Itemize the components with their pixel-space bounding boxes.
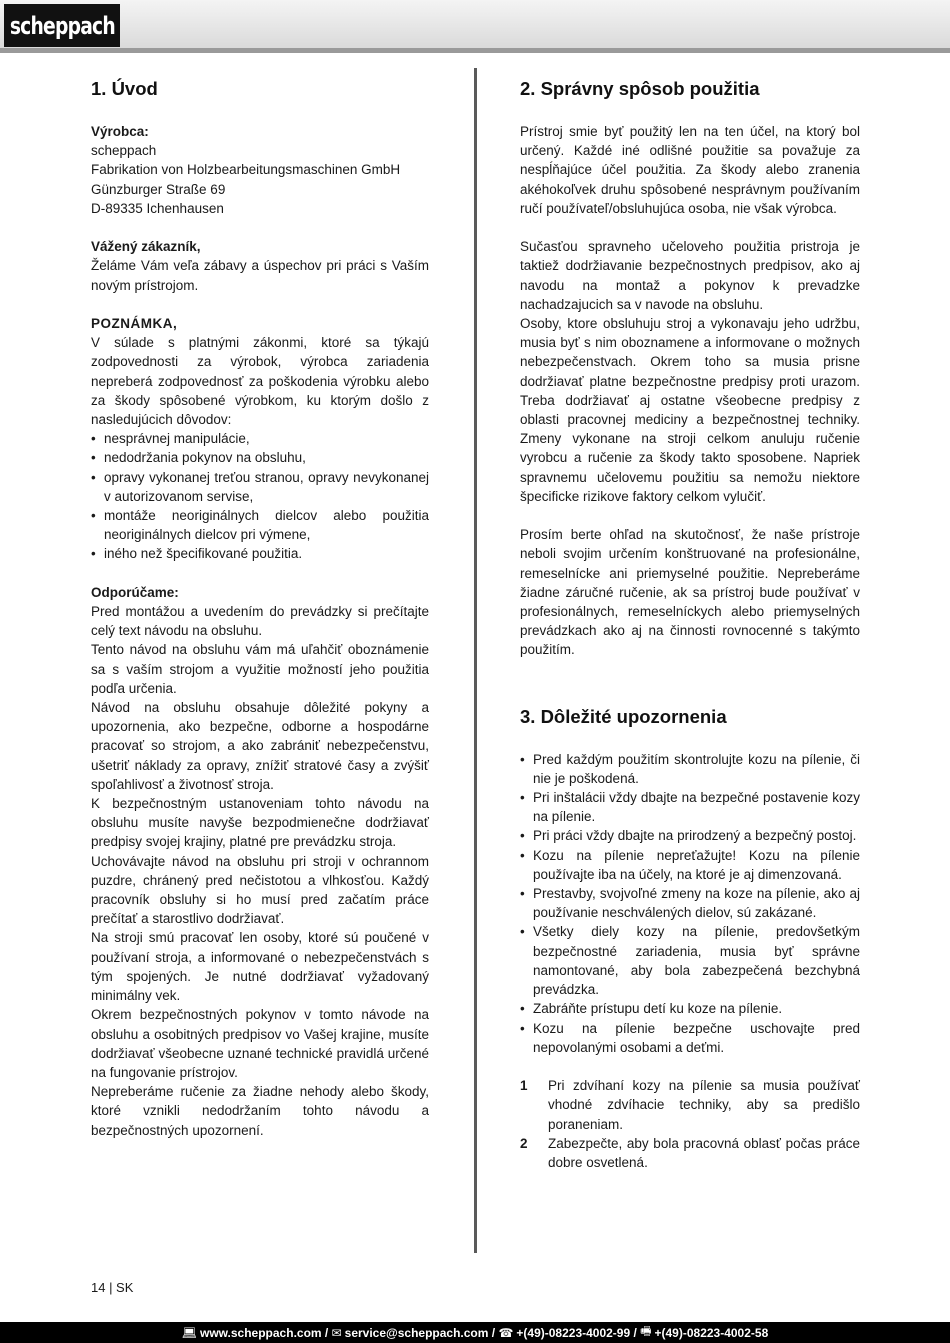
list-item: • montáže neoriginálnych dielcov alebo použitia neoriginálnych dielcov pri výmene, — [91, 506, 429, 544]
paragraph: Návod na obsluhu obsahuje dôležité pokyny a upozornenia, ako bezpečne, odborne a hospodárne pracovať so strojom, a ako zabrániť nebezpečenstvu, ušetriť náklady za opravy, znížiť stratové časy a zvýšiť spoľahlivosť a životnosť stroja. — [91, 700, 429, 792]
phone-icon: ☎︎ — [498, 1325, 514, 1340]
list-item: • Pri práci vždy dbajte na prirodzený a bezpečný postoj. — [520, 826, 860, 845]
mail-icon: ✉︎ — [331, 1325, 342, 1340]
header-rule — [0, 48, 950, 53]
list-item: • nedodržania pokynov na obsluhu, — [91, 448, 429, 467]
section-3-title: 3. Dôležité upozornenia — [520, 705, 727, 727]
item-number: 1 — [520, 1078, 528, 1094]
manufacturer-line: D-89335 Ichenhausen — [91, 200, 224, 216]
footer-separator: / — [488, 1325, 499, 1340]
logo-text: scheppach — [9, 11, 115, 40]
page-number: 14 | SK — [91, 1280, 134, 1295]
list-item: • iného než špecifikované použitia. — [91, 544, 429, 563]
recommend-label: Odporúčame: — [91, 584, 179, 600]
paragraph: Sučasťou spravneho učeloveho použitia pristroja je taktiež dodržiavanie bezpečnostnych predpisov, ako aj navodu na montaž a pokynov k prevadzke nachadzajucich sa v navode na obsluhu. — [520, 239, 860, 312]
column-divider — [474, 68, 477, 1253]
list-item: • Prestavby, svojvoľné zmeny na koze na pílenie, ako aj používanie neschválených dielov, sú zakázané. — [520, 884, 860, 922]
footer-email[interactable]: service@scheppach.com — [344, 1325, 489, 1340]
item-text: Pri zdvíhaní kozy na pílenie sa musia používať vhodné zdvíhacie techniky, aby sa predišlo poraneniam. — [548, 1078, 860, 1132]
list-item: • Všetky diely kozy na pílenie, predovšetkým bezpečnostné zariadenia, musia byť správne namontované, aby bola zabezpečená bezchybná prevádzka. — [520, 922, 860, 999]
manufacturer-line: Günzburger Straße 69 — [91, 181, 226, 197]
footer-website[interactable]: www.scheppach.com — [199, 1325, 322, 1340]
right-column — [520, 78, 860, 1172]
paragraph: Prístroj smie byť použitý len na ten účel, na ktorý bol určený. Každé iné odlišné použitie sa považuje za nespĺňajúce účel použitia. Za škody alebo zranenia akéhokoľvek druhu spôsobené nesprávnym používaním ručí používateľ/obsluhujúca osoba, nie však výrobca. — [520, 124, 860, 216]
laptop-icon: 💻︎ — [181, 1325, 197, 1340]
list-item: • Pred každým použitím skontrolujte kozu na pílenie, či nie je poškodená. — [520, 750, 860, 788]
dear-customer-label: Vážený zákazník, — [91, 239, 201, 255]
manufacturer-line: Fabrikation von Holzbearbeitungsmaschinen GmbH — [91, 162, 401, 178]
paragraph: K bezpečnostným ustanoveniam tohto návodu na obsluhu musíte navyše bezpodmienečne dodržiavať predpisy svojej krajiny, platné pre prevádzku stroja. — [91, 796, 429, 850]
item-number: 2 — [520, 1135, 528, 1151]
footer-phone: +(49)-08223-4002-99 — [516, 1325, 631, 1340]
paragraph: Tento návod na obsluhu vám má uľahčiť oboznámenie sa s vaším strojom a využitie možností jeho použitia podľa určenia. — [91, 642, 429, 696]
numbered-item — [520, 1134, 860, 1172]
fax-icon: 🖷︎ — [640, 1324, 652, 1338]
list-item: • Zabráňte prístupu detí ku koze na pílenie. — [520, 999, 860, 1018]
section-2-title: 2. Správny spôsob použitia — [520, 78, 760, 99]
note-list — [91, 429, 429, 563]
paragraph: Uchovávajte návod na obsluhu pri stroji v ochrannom puzdre, chránený pred nečistotou a vlhkosťou. Každý pracovník obsluhy si ho musí pred začatím práce prečítať a starostlivo dodržiavať. — [91, 853, 429, 927]
contact-footer — [0, 1322, 950, 1343]
section-1-title: 1. Úvod — [91, 78, 158, 99]
paragraph: Prosím berte ohľad na skutočnosť, že naše prístroje neboli svojim určením konštruované na profesionálne, remeselnícke ani priemyselné použitie. Nepreberáme žiadne záručné ručenie, ak sa prístroj bude používať v profesionálnych, remeselníckych alebo priemyselných prevádzkach ako aj na činnosti rovnocenné s takýmto použitím. — [520, 527, 860, 658]
paragraph: Osoby, ktore obsluhuju stroj a vykonavaju jeho udržbu, musia byť s nim oboznamene a informovane o možnych nebezpečenstvach. Okrem toho sa musia prisne dodržiavať platne bezpečnostne predpisy proti urazom. Treba dodržiavať aj ostatne všeobecne predpisy z oblasti pracovnej mediciny a bezpečnostnej techniky. Zmeny vykonane na stroji celkom anuluju ručenie vyrobcu a ručenie za škody takto sposobene. Napriek spravnemu učelovemu použitiu sa nemožu niektore špecificke rizikove faktory celkom vylučiť. — [520, 316, 860, 504]
list-item: • Kozu na pílenie bezpečne uschovajte pred nepovolanými osobami a deťmi. — [520, 1019, 860, 1057]
paragraph: Nepreberáme ručenie za žiadne nehody alebo škody, ktoré vznikli nedodržaním tohto návodu a bezpečnostných upozornení. — [91, 1084, 429, 1138]
note-text: V súlade s platnými zákonmi, ktoré sa týkajú zodpovednosti za výrobok, výrobca zariadenia nepreberá zodpovednosť za poškodenia výrobku alebo za škody spôsobené výrobkom, ku ktorým došlo z nasledujúcich dôvodov: — [91, 335, 429, 428]
paragraph: Pred montážou a uvedením do prevádzky si prečítajte celý text návodu na obsluhu. — [91, 604, 429, 639]
manufacturer-line: scheppach — [91, 143, 157, 159]
list-item: • opravy vykonanej treťou stranou, opravy nevykonanej v autorizovanom servise, — [91, 468, 429, 506]
list-item: • Pri inštalácii vždy dbajte na bezpečné postavenie kozy na pílenie. — [520, 788, 860, 826]
warnings-list — [520, 750, 860, 1057]
dear-customer-text: Želáme Vám veľa zábavy a úspechov pri práci s Vaším novým prístrojom. — [91, 258, 429, 293]
note-label: POZNÁMKA, — [91, 316, 178, 331]
list-item: • Kozu na pílenie nepreťažujte! Kozu na pílenie používajte iba na účely, na ktoré je aj dimenzovaná. — [520, 846, 860, 884]
item-text: Zabezpečte, aby bola pracovná oblasť počas práce dobre osvetlená. — [548, 1135, 860, 1170]
left-column — [91, 78, 429, 1140]
numbered-list — [520, 1076, 860, 1172]
scheppach-logo — [4, 4, 120, 47]
footer-fax: +(49)-08223-4002-58 — [654, 1325, 769, 1340]
footer-separator: / — [630, 1325, 641, 1340]
manufacturer-label: Výrobca: — [91, 124, 149, 139]
paragraph: Na stroji smú pracovať len osoby, ktoré sú poučené v používaní stroja, a informované o nebezpečenstvách s tým spojených. Je nutné dodržiavať vyžadovaný minimálny vek. — [91, 930, 429, 1004]
list-item: • nesprávnej manipulácie, — [91, 429, 429, 448]
page-header — [0, 0, 950, 50]
numbered-item — [520, 1076, 860, 1134]
paragraph: Okrem bezpečnostných pokynov v tomto návode na obsluhu a osobitných predpisov vo Vašej krajine, musíte dodržiavať všeobecne uznané technické pravidlá určené na fungovanie prístrojov. — [91, 1007, 429, 1080]
footer-separator: / — [321, 1325, 332, 1340]
